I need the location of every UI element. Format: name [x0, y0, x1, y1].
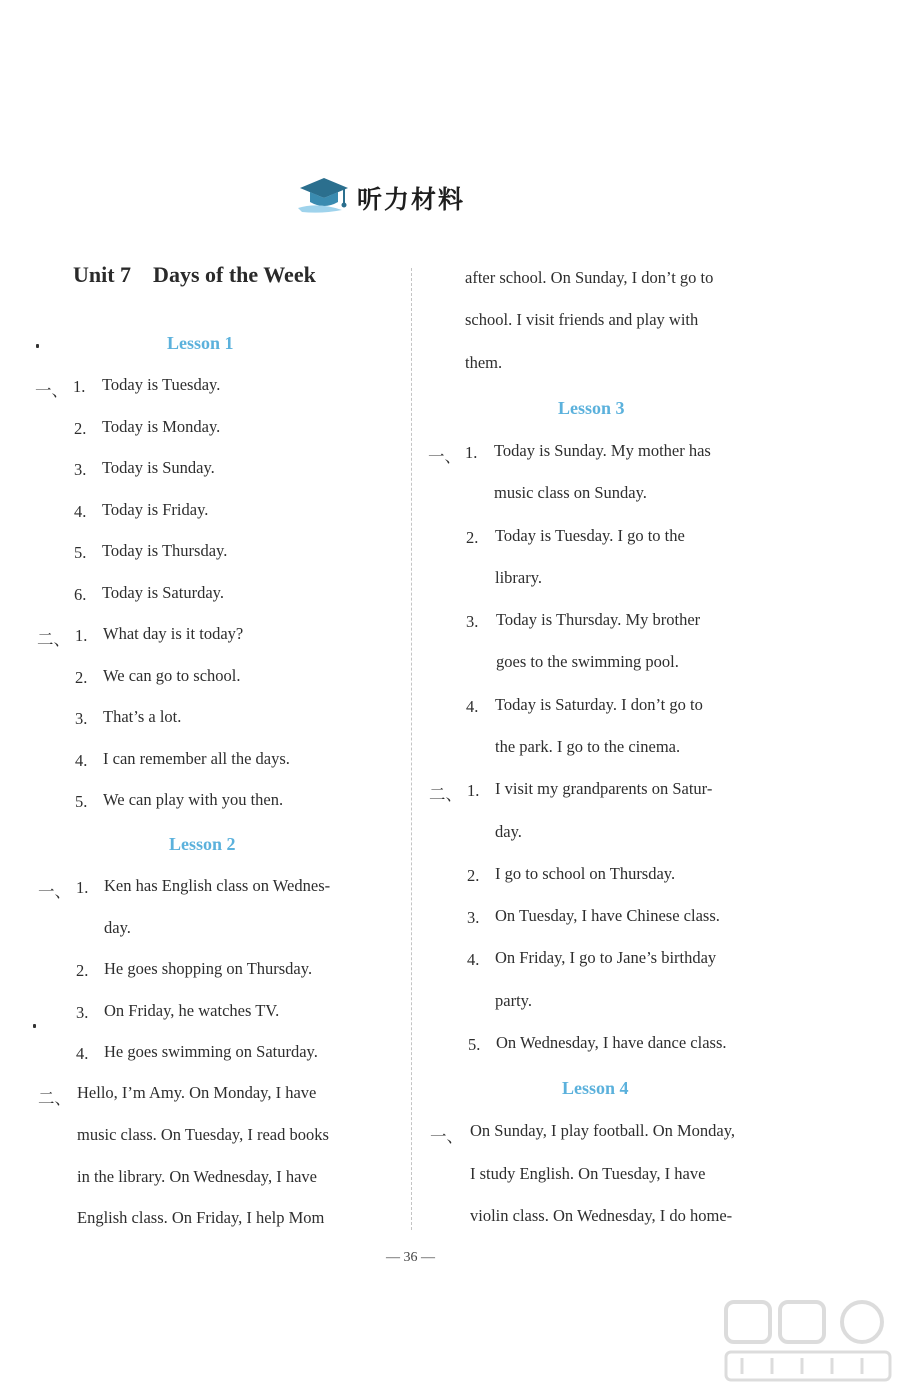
section-marker: 二、	[37, 630, 70, 649]
unit-title: Unit 7 Days of the Week	[73, 262, 316, 287]
text-line: library.	[495, 568, 543, 587]
text-line: Today is Tuesday. I go to the	[495, 526, 685, 545]
item-number: 3.	[466, 612, 479, 631]
text-line: them.	[465, 353, 503, 372]
lesson-4-heading: Lesson 4	[562, 1078, 629, 1098]
section-marker: 二、	[429, 785, 462, 804]
text-line: day.	[495, 822, 522, 841]
text-line: On Wednesday, I have dance class.	[496, 1033, 727, 1052]
mxqe-watermark-icon	[722, 1300, 894, 1385]
text-line: I can remember all the days.	[103, 749, 290, 768]
item-number: 3.	[75, 709, 88, 728]
text-line: Today is Sunday. My mother has	[494, 441, 711, 460]
text-line: music class. On Tuesday, I read books	[77, 1125, 329, 1144]
text-line: On Sunday, I play football. On Monday,	[470, 1121, 736, 1140]
item-number: 4.	[466, 697, 479, 716]
section-marker: 一、	[430, 1127, 463, 1146]
item-number: 3.	[74, 460, 87, 479]
margin-dot	[36, 344, 39, 348]
text-line: What day is it today?	[103, 624, 244, 643]
text-line: Today is Monday.	[102, 417, 221, 436]
item-number: 1.	[76, 878, 89, 897]
text-line: school. I visit friends and play with	[465, 310, 699, 329]
text-line: On Tuesday, I have Chinese class.	[495, 906, 720, 925]
text-line: in the library. On Wednesday, I have	[77, 1167, 317, 1186]
text-line: On Friday, I go to Jane’s birthday	[495, 948, 717, 967]
text-line: party.	[495, 991, 532, 1010]
item-number: 2.	[467, 866, 480, 885]
page-number: — 36 —	[386, 1250, 435, 1265]
text-line: Ken has English class on Wednes-	[104, 876, 331, 895]
text-line: On Friday, he watches TV.	[104, 1001, 280, 1020]
item-number: 2.	[76, 961, 89, 980]
lesson-3-heading: Lesson 3	[558, 398, 625, 418]
item-number: 3.	[76, 1003, 89, 1022]
column-divider	[411, 268, 412, 1230]
margin-dot	[33, 1024, 36, 1028]
item-number: 3.	[467, 908, 480, 927]
text-line: I visit my grandparents on Satur-	[495, 779, 713, 798]
text-line: He goes swimming on Saturday.	[104, 1042, 318, 1061]
section-marker: 一、	[428, 447, 461, 466]
page-header	[0, 172, 900, 222]
text-line: Today is Friday.	[102, 500, 209, 519]
text-line: I go to school on Thursday.	[495, 864, 676, 883]
text-line: goes to the swimming pool.	[496, 652, 679, 671]
item-number: 5.	[74, 543, 87, 562]
text-line: music class on Sunday.	[494, 483, 647, 502]
text-line: English class. On Friday, I help Mom	[77, 1208, 325, 1227]
text-line: Today is Thursday. My brother	[496, 610, 701, 629]
text-line: Today is Sunday.	[102, 458, 215, 477]
item-number: 1.	[467, 781, 480, 800]
text-line: We can play with you then.	[103, 790, 284, 809]
item-number: 4.	[467, 950, 480, 969]
item-number: 2.	[74, 419, 87, 438]
item-number: 6.	[74, 585, 87, 604]
item-number: 4.	[75, 751, 88, 770]
item-number: 1.	[75, 626, 88, 645]
text-line: day.	[104, 918, 131, 937]
item-number: 2.	[466, 528, 479, 547]
text-line: Today is Thursday.	[102, 541, 228, 560]
text-line: violin class. On Wednesday, I do home-	[470, 1206, 733, 1225]
text-line: I study English. On Tuesday, I have	[470, 1164, 706, 1183]
text-line: Today is Tuesday.	[102, 375, 221, 394]
text-line: He goes shopping on Thursday.	[104, 959, 313, 978]
item-number: 4.	[76, 1044, 89, 1063]
text-line: Today is Saturday.	[102, 583, 224, 602]
lesson-2-heading: Lesson 2	[169, 834, 236, 854]
item-number: 2.	[75, 668, 88, 687]
section-marker: 二、	[38, 1089, 71, 1108]
text-line: the park. I go to the cinema.	[495, 737, 681, 756]
text-line: We can go to school.	[103, 666, 241, 685]
item-number: 1.	[73, 377, 86, 396]
item-number: 5.	[75, 792, 88, 811]
text-line: after school. On Sunday, I don’t go to	[465, 268, 714, 287]
text-line: Today is Saturday. I don’t go to	[495, 695, 703, 714]
page-title: 听力材料	[357, 185, 466, 214]
item-number: 4.	[74, 502, 87, 521]
graduation-cap-icon	[298, 172, 350, 216]
item-number: 1.	[465, 443, 478, 462]
lesson-1-heading: Lesson 1	[167, 333, 234, 353]
text-line: That’s a lot.	[103, 707, 182, 726]
section-marker: 一、	[35, 381, 68, 400]
item-number: 5.	[468, 1035, 481, 1054]
text-line: Hello, I’m Amy. On Monday, I have	[77, 1083, 317, 1102]
section-marker: 一、	[38, 882, 71, 901]
